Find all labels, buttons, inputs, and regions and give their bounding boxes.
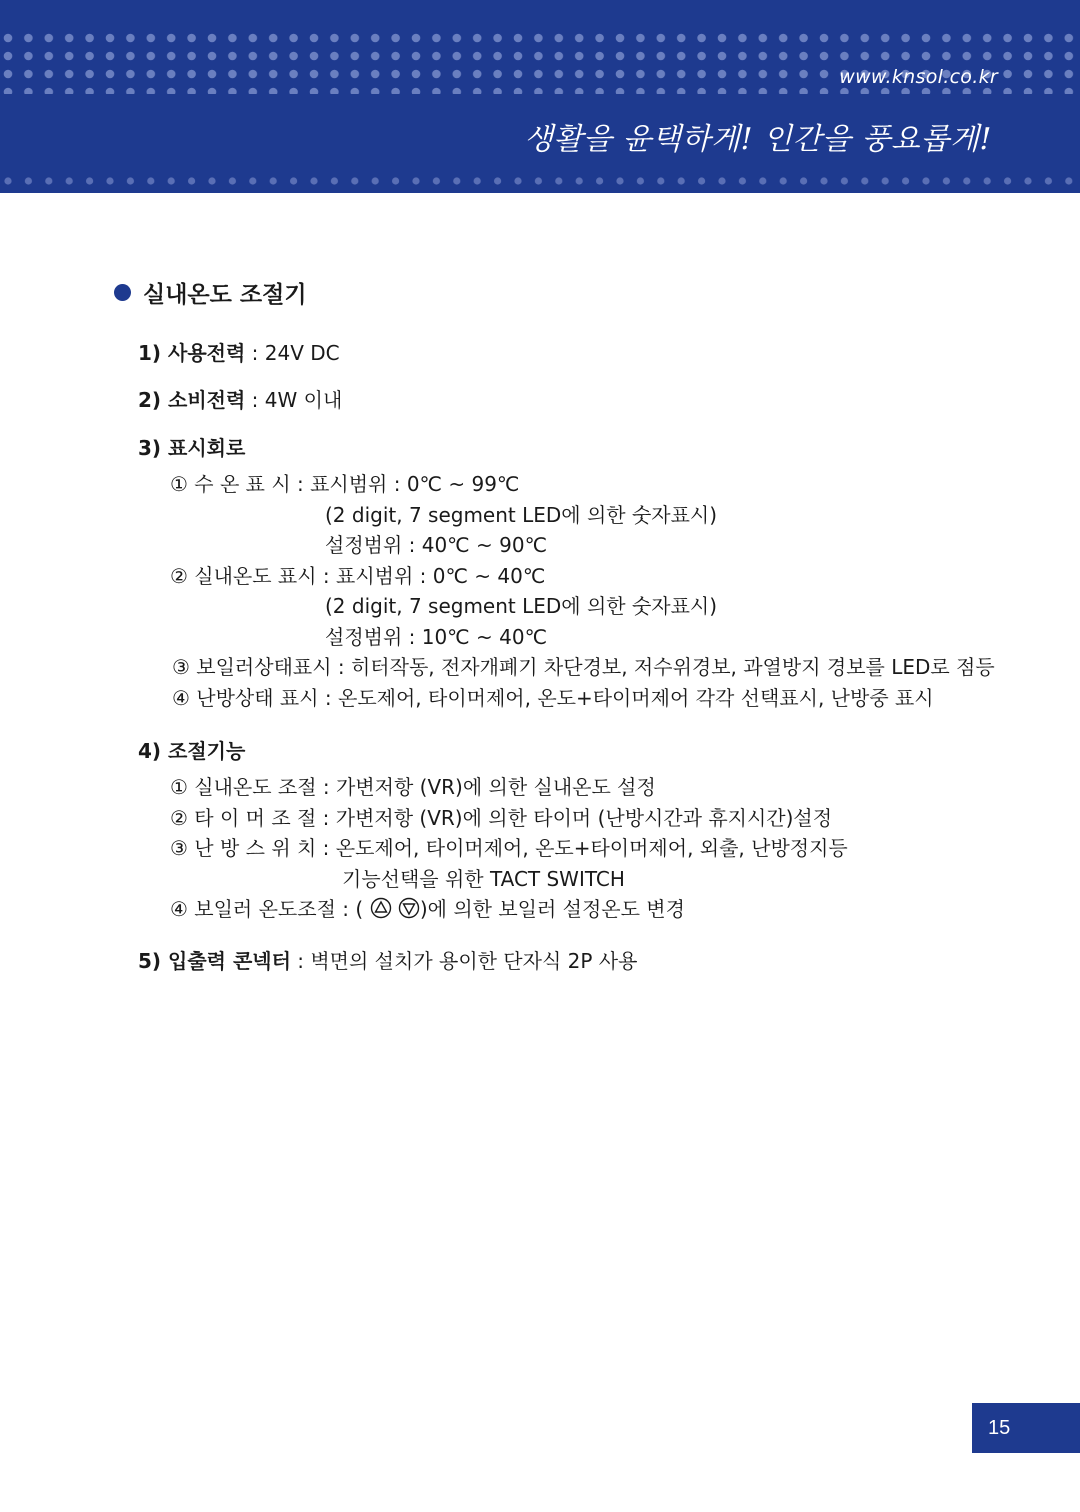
spec-consumption-value: : 4W 이내	[245, 388, 343, 412]
spec-consumption	[138, 384, 342, 413]
spec-display-label: 3) 표시회로	[138, 436, 246, 460]
control-line-3: ③ 난 방 스 위 치 : 온도제어, 타이머제어, 온도+타이머제어, 외출, 난방정지등	[170, 836, 848, 860]
display-line-5: (2 digit, 7 segment LED에 의한 숫자표시)	[325, 594, 718, 618]
boiler-suffix: )에 의한 보일러 설정온도 변경	[419, 897, 685, 921]
spec-connector	[138, 945, 637, 974]
section-title-text: 실내온도 조절기	[143, 282, 307, 308]
slogan: 생활을 윤택하게! 인간을 풍요롭게!	[524, 122, 992, 157]
section-title	[114, 276, 307, 309]
spec-power-value: : 24V DC	[245, 341, 340, 365]
display-line-6: 설정범위 : 10℃ ~ 40℃	[325, 625, 548, 649]
control-line-5	[170, 893, 685, 922]
spec-connector-value: : 벽면의 설치가 용이한 단자식 2P 사용	[290, 949, 638, 973]
control-line-2: ② 타 이 머 조 절 : 가변저항 (VR)에 의한 타이머 (난방시간과 휴지시간)설정	[170, 806, 833, 830]
control-line-4: 기능선택을 위한 TACT SWITCH	[342, 867, 625, 891]
dot-pattern-bottom	[0, 174, 1080, 188]
down-triangle-icon	[398, 897, 420, 919]
display-line-4: ② 실내온도 표시 : 표시범위 : 0℃ ~ 40℃	[170, 564, 546, 588]
website-url: www.knsol.co.kr	[839, 66, 998, 88]
display-line-3: 설정범위 : 40℃ ~ 90℃	[325, 533, 548, 557]
spec-power	[138, 337, 340, 366]
up-triangle-icon	[370, 897, 392, 919]
display-line-2: (2 digit, 7 segment LED에 의한 숫자표시)	[325, 503, 718, 527]
display-line-8: ④ 난방상태 표시 : 온도제어, 타이머제어, 온도+타이머제어 각각 선택표시, 난방중 표시	[172, 686, 934, 710]
display-line-1: ① 수 온 표 시 : 표시범위 : 0℃ ~ 99℃	[170, 472, 520, 496]
bullet-icon	[114, 284, 131, 301]
boiler-prefix: ④ 보일러 온도조절 : (	[170, 897, 364, 921]
page-number: 15	[972, 1403, 1080, 1453]
spec-connector-label: 5) 입출력 콘넥터	[138, 949, 291, 973]
spec-power-label: 1) 사용전력	[138, 341, 246, 365]
header-banner	[0, 0, 1080, 193]
spec-control-label: 4) 조절기능	[138, 739, 246, 763]
display-line-7: ③ 보일러상태표시 : 히터작동, 전자개폐기 차단경보, 저수위경보, 과열방지 경보를 LED로 점등	[172, 655, 995, 679]
spec-consumption-label: 2) 소비전력	[138, 388, 246, 412]
control-line-1: ① 실내온도 조절 : 가변저항 (VR)에 의한 실내온도 설정	[170, 775, 656, 799]
